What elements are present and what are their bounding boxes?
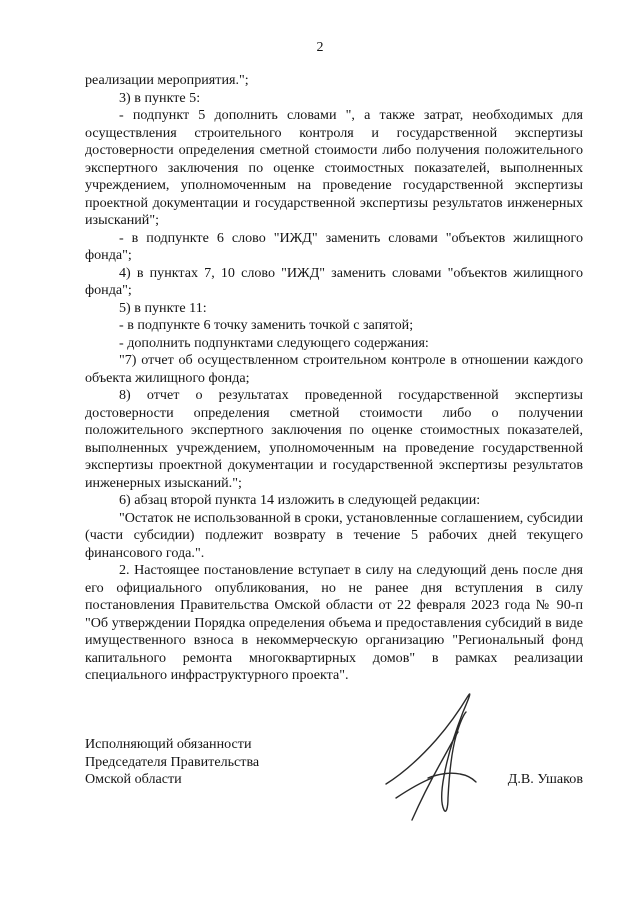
signatory-position-line: Омской области [85,771,182,787]
paragraph: 8) отчет о результатах проведенной государственной экспертизы достоверности определения сметной стоимости либо о получении положительного экспертного заключения по оценке стоимостных показателей, выполненных учреждением, уполномоченным на проведение государственной экспертизы проектной документации и государственной экспертизы результатов инженерных изысканий."; [85,387,583,491]
signature-block [85,736,583,789]
paragraph: 6) абзац второй пункта 14 изложить в следующей редакции: [119,492,481,508]
document-body [85,72,583,685]
paragraph: - в подпункте 6 точку заменить точкой с запятой; [119,317,414,333]
paragraph: реализации мероприятия."; [85,72,249,88]
paragraph: "7) отчет об осуществленном строительном контроле в отношении каждого объекта жилищного фонда; [85,352,583,386]
paragraph: "Остаток не использованной в сроки, установленные соглашением, субсидии (части субсидии) подлежит возврату в течение 5 рабочих дней текущего финансового года.". [85,509,583,561]
paragraph: 4) в пунктах 7, 10 слово "ИЖД" заменить словами "объектов жилищного фонда"; [85,264,583,298]
paragraph: - в подпункте 6 слово "ИЖД" заменить словами "объектов жилищного фонда"; [85,229,583,263]
paragraph: 3) в пункте 5: [119,89,201,106]
paragraph: - подпункт 5 дополнить словами ", а также затрат, необходимых для осуществления строительного контроля и государственной экспертизы достоверности определения сметной стоимости либо получения положительного экспертного заключения по оценке стоимостных показателей, выполненных учреждением, уполномоченным на проведение государственной экспертизы проектной документации и государственной экспертизы результатов инженерных изысканий"; [85,107,583,228]
paragraph: 5) в пункте 11: [119,299,207,316]
signatory-position-line: Исполняющий обязанности [85,736,252,752]
paragraph: - дополнить подпунктами следующего содержания: [119,334,429,351]
page-number: 2 [316,40,324,55]
signatory-name: Д.В. Ушаков [507,771,583,787]
signatory-position-line: Председателя Правительства [85,753,260,770]
paragraph: 2. Настоящее постановление вступает в силу на следующий день после дня его официального опубликования, но не ранее дня вступления в силу постановления Правительства Омской области от 22 февраля 2023 года № 90-п "Об утверждении Порядка определения объема и предоставления субсидий в виде имущественного взноса в некоммерческую организацию "Региональный фонд капитального ремонта многоквартирных домов" в рамках реализации специального инфраструктурного проекта". [85,562,583,683]
